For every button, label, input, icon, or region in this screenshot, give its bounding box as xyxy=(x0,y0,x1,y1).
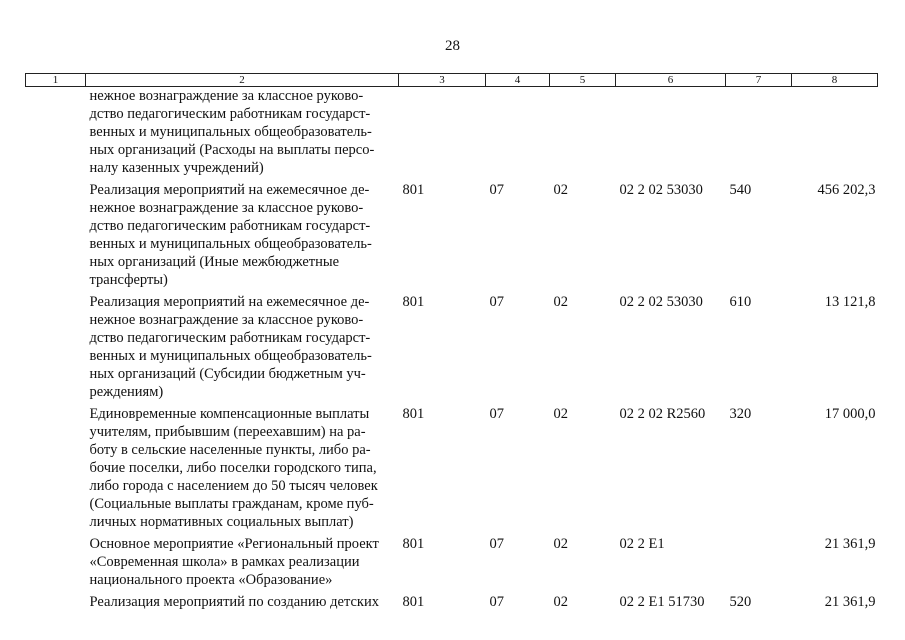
table-row xyxy=(26,87,878,178)
expense-name-line: национального проекта «Образование» xyxy=(89,572,333,588)
section-code-cell: 07 xyxy=(489,536,504,552)
budget-table-container xyxy=(25,73,877,611)
expense-name-line: нежное вознаграждение за классное руково- xyxy=(89,200,364,216)
subsection-code-cell: 02 xyxy=(553,594,568,610)
table-row xyxy=(26,531,878,589)
target-article-cell: 02 2 02 R2560 xyxy=(619,406,706,422)
amount-cell: 456 202,3 xyxy=(817,182,876,198)
table-row xyxy=(26,589,878,611)
amount-cell: 13 121,8 xyxy=(824,294,876,310)
expense-name-line: трансферты) xyxy=(89,272,168,288)
expense-type-cell: 320 xyxy=(729,406,752,422)
column-header-8: 8 xyxy=(792,74,878,87)
target-article-cell: 02 2 E1 51730 xyxy=(619,594,705,610)
expense-name-line: учителям, прибывшим (переехавшим) на ра- xyxy=(89,424,366,440)
subsection-code-cell: 02 xyxy=(553,536,568,552)
number-cell xyxy=(26,589,86,611)
expense-name-line: (Социальные выплаты гражданам, кроме пуб- xyxy=(89,496,374,512)
table-row xyxy=(26,401,878,531)
ministry-code-cell: 801 xyxy=(402,536,425,552)
expense-name-line: либо города с населением до 50 тысяч человек xyxy=(89,478,378,494)
number-cell xyxy=(26,401,86,531)
expense-name-cell xyxy=(86,289,399,401)
expense-name-line: ных организаций (Субсидии бюджетным уч- xyxy=(89,366,366,382)
ministry-code-cell: 801 xyxy=(402,182,425,198)
table-row xyxy=(26,289,878,401)
target-article-cell: 02 2 E1 xyxy=(619,536,665,552)
ministry-code-cell xyxy=(399,87,486,178)
expense-name-line: боту в сельские населенные пункты, либо ра- xyxy=(89,442,371,458)
table-header xyxy=(26,74,878,87)
number-cell xyxy=(26,177,86,289)
expense-name-cell xyxy=(86,87,399,178)
expense-type-cell: 610 xyxy=(729,294,752,310)
expense-name-line: Реализация мероприятий по созданию детских xyxy=(89,594,379,610)
expense-name-line: налу казенных учреждений) xyxy=(89,160,264,176)
target-article-cell xyxy=(616,87,726,178)
section-code-cell: 07 xyxy=(489,594,504,610)
expense-name-cell xyxy=(86,177,399,289)
expense-name-line: Реализация мероприятий на ежемесячное де- xyxy=(89,294,370,310)
expense-name-line: дство педагогическим работникам государст- xyxy=(89,218,371,234)
section-code-cell: 07 xyxy=(489,294,504,310)
number-cell xyxy=(26,289,86,401)
expense-name-line: бочие поселки, либо поселки городского типа, xyxy=(89,460,377,476)
amount-cell: 21 361,9 xyxy=(824,594,876,610)
expense-name-line: венных и муниципальных общеобразователь- xyxy=(89,124,372,140)
expense-name-cell xyxy=(86,589,399,611)
number-cell xyxy=(26,87,86,178)
expense-name-line: нежное вознаграждение за классное руково- xyxy=(89,312,364,328)
expense-name-line: Реализация мероприятий на ежемесячное де- xyxy=(89,182,370,198)
expense-name-line: ных организаций (Расходы на выплаты персо- xyxy=(89,142,375,158)
amount-cell xyxy=(792,87,878,178)
column-header-3: 3 xyxy=(399,74,486,87)
expense-name-line: нежное вознаграждение за классное руково- xyxy=(89,88,364,104)
amount-cell: 21 361,9 xyxy=(824,536,876,552)
expense-type-cell xyxy=(726,87,792,178)
expense-name-line: венных и муниципальных общеобразователь- xyxy=(89,348,372,364)
expense-name-line: Единовременные компенсационные выплаты xyxy=(89,406,370,422)
expense-name-line: дство педагогическим работникам государст- xyxy=(89,106,371,122)
subsection-code-cell xyxy=(550,87,616,178)
expense-type-cell: 540 xyxy=(729,182,752,198)
subsection-code-cell: 02 xyxy=(553,182,568,198)
column-header-7: 7 xyxy=(726,74,792,87)
table-body xyxy=(26,87,878,612)
section-code-cell xyxy=(486,87,550,178)
expense-name-cell xyxy=(86,531,399,589)
target-article-cell: 02 2 02 53030 xyxy=(619,294,703,310)
target-article-cell: 02 2 02 53030 xyxy=(619,182,703,198)
header-row xyxy=(26,74,878,87)
ministry-code-cell: 801 xyxy=(402,594,425,610)
ministry-code-cell: 801 xyxy=(402,294,425,310)
expense-type-cell xyxy=(726,531,792,589)
column-header-4: 4 xyxy=(486,74,550,87)
expense-name-line: «Современная школа» в рамках реализации xyxy=(89,554,360,570)
expense-name-line: дство педагогическим работникам государст- xyxy=(89,330,371,346)
expense-type-cell: 520 xyxy=(729,594,752,610)
expense-name-line: личных нормативных социальных выплат) xyxy=(89,514,354,530)
expense-name-line: ных организаций (Иные межбюджетные xyxy=(89,254,340,270)
subsection-code-cell: 02 xyxy=(553,294,568,310)
column-header-5: 5 xyxy=(550,74,616,87)
section-code-cell: 07 xyxy=(489,406,504,422)
expense-name-cell xyxy=(86,401,399,531)
column-header-6: 6 xyxy=(616,74,726,87)
table-row xyxy=(26,177,878,289)
ministry-code-cell: 801 xyxy=(402,406,425,422)
page-number: 28 xyxy=(445,38,460,54)
subsection-code-cell: 02 xyxy=(553,406,568,422)
amount-cell: 17 000,0 xyxy=(824,406,876,422)
column-header-1: 1 xyxy=(26,74,86,87)
expense-name-line: реждениям) xyxy=(89,384,164,400)
expense-name-line: венных и муниципальных общеобразователь- xyxy=(89,236,372,252)
number-cell xyxy=(26,531,86,589)
column-header-2: 2 xyxy=(86,74,399,87)
budget-table xyxy=(25,73,878,611)
expense-name-line: Основное мероприятие «Региональный проект xyxy=(89,536,379,552)
section-code-cell: 07 xyxy=(489,182,504,198)
